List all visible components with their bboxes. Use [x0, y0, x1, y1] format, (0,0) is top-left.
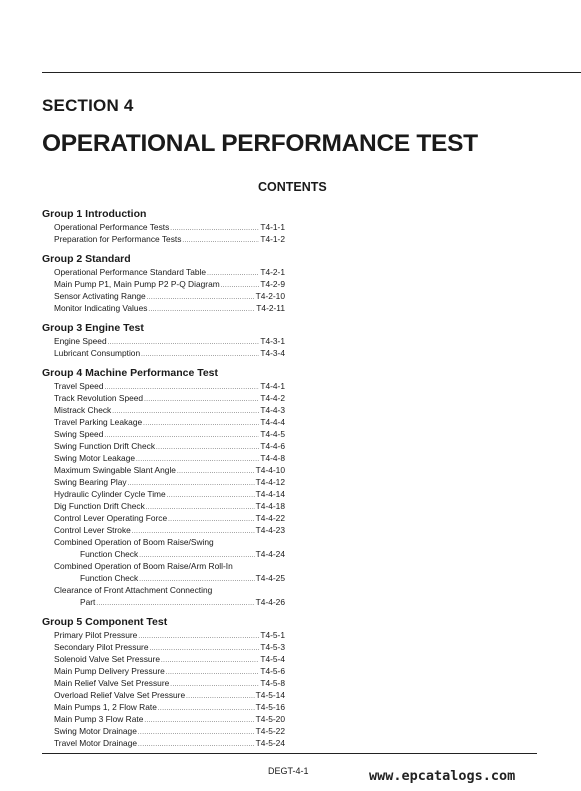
dot-leader	[166, 667, 260, 679]
toc-entry-label: Part	[80, 597, 96, 607]
toc-entry[interactable]	[42, 335, 285, 347]
toc-entry-page: T4-5-24	[255, 738, 285, 748]
dot-leader	[158, 703, 255, 715]
toc-entry[interactable]	[42, 464, 285, 476]
toc-entry[interactable]	[42, 392, 285, 404]
toc-entry-label: Main Pumps 1, 2 Flow Rate	[54, 702, 157, 712]
toc-entry-label: Mistrack Check	[54, 405, 112, 415]
dot-leader	[156, 442, 259, 454]
toc-entry[interactable]	[42, 737, 285, 749]
toc-entry-label: Track Revolution Speed	[54, 393, 144, 403]
toc-entry-label: Dig Function Drift Check	[54, 501, 145, 511]
toc-entry[interactable]	[42, 428, 285, 440]
toc-entry-label: Hydraulic Cylinder Cycle Time	[54, 489, 166, 499]
toc-entry-page: T4-4-25	[255, 573, 285, 583]
toc-entry[interactable]	[42, 500, 285, 512]
toc-entry[interactable]	[42, 653, 285, 665]
dot-leader	[186, 691, 255, 703]
toc-entry-page: T4-4-10	[255, 465, 285, 475]
toc-entry[interactable]	[42, 488, 285, 500]
toc-entry[interactable]	[42, 629, 285, 641]
toc-entry[interactable]	[42, 233, 285, 245]
toc-entry-label: Secondary Pilot Pressure	[54, 642, 149, 652]
toc-entry-label: Combined Operation of Boom Raise/Swing	[54, 537, 214, 547]
toc-entry-label: Clearance of Front Attachment Connecting	[54, 585, 213, 595]
toc-entry[interactable]	[42, 665, 285, 677]
group-title: Group 5 Component Test	[42, 616, 168, 628]
toc-entry-label: Main Pump P1, Main Pump P2 P-Q Diagram	[54, 279, 220, 289]
section-label: SECTION 4	[42, 96, 134, 115]
dot-leader	[177, 466, 255, 478]
watermark: www.epcatalogs.com	[369, 768, 516, 784]
toc-entry-label: Primary Pilot Pressure	[54, 630, 138, 640]
toc-entry-label: Control Lever Operating Force	[54, 513, 168, 523]
toc-entry-label: Preparation for Performance Tests	[54, 234, 182, 244]
toc-entry-label: Swing Speed	[54, 429, 104, 439]
toc-entry-label: Swing Motor Drainage	[54, 726, 137, 736]
toc-entry[interactable]	[42, 380, 285, 392]
toc-entry[interactable]	[42, 725, 285, 737]
toc-entry[interactable]	[42, 689, 285, 701]
toc-entry-label: Overload Relief Valve Set Pressure	[54, 690, 186, 700]
toc-entry-page: T4-4-8	[260, 453, 285, 463]
toc-entry-page: T4-4-23	[255, 525, 285, 535]
toc-entry[interactable]	[42, 512, 285, 524]
toc-entry[interactable]	[42, 440, 285, 452]
toc-entry[interactable]	[42, 713, 285, 725]
page-number: DEGT-4-1	[268, 766, 309, 776]
toc-entry-page: T4-2-10	[255, 291, 285, 301]
toc-entry-label: Travel Speed	[54, 381, 104, 391]
group-title: Group 3 Engine Test	[42, 322, 144, 334]
toc-entry-label: Function Check	[80, 549, 139, 559]
toc-entry-page: T4-5-3	[260, 642, 285, 652]
toc-entry-page: T4-3-1	[260, 336, 285, 346]
toc-entry-page: T4-1-1	[260, 222, 285, 232]
toc-entry[interactable]	[42, 404, 285, 416]
toc-entry[interactable]	[42, 416, 285, 428]
toc-entry-page: T4-5-14	[255, 690, 285, 700]
toc-entry[interactable]	[42, 476, 285, 488]
dot-leader	[182, 235, 259, 247]
toc-entry-label: Operational Performance Standard Table	[54, 267, 207, 277]
toc-entry-label: Control Lever Stroke	[54, 525, 131, 535]
toc-entry-page: T4-2-11	[256, 303, 285, 313]
toc-entry-page: T4-4-22	[255, 513, 285, 523]
group-title: Group 2 Standard	[42, 253, 131, 265]
toc-entry[interactable]	[42, 584, 285, 608]
footer-rule	[42, 753, 537, 754]
toc-entry-page: T4-4-6	[260, 441, 285, 451]
dot-leader	[138, 739, 255, 751]
toc-entry-page: T4-5-6	[260, 666, 285, 676]
toc-entry-page: T4-5-22	[255, 726, 285, 736]
toc-entry-page: T4-3-4	[260, 348, 285, 358]
group-title: Group 4 Machine Performance Test	[42, 367, 219, 379]
toc-entry-page: T4-4-24	[255, 549, 285, 559]
toc-entry-label: Sensor Activating Range	[54, 291, 146, 301]
dot-leader	[170, 223, 259, 235]
toc-entry-label: Swing Bearing Play	[54, 477, 127, 487]
toc-entry[interactable]	[42, 560, 285, 584]
toc-entry-label: Maximum Swingable Slant Angle	[54, 465, 176, 475]
toc-entry-label: Lubricant Consumption	[54, 348, 141, 358]
toc-entry[interactable]	[42, 452, 285, 464]
toc-entry-label: Main Relief Valve Set Pressure	[54, 678, 170, 688]
dot-leader	[138, 631, 259, 643]
toc-entry-label: Function Check	[80, 573, 139, 583]
table-of-contents	[42, 207, 285, 749]
toc-entry-label: Engine Speed	[54, 336, 107, 346]
toc-entry-page: T4-4-12	[255, 477, 285, 487]
toc-entry-page: T4-4-4	[260, 417, 285, 427]
document-title: OPERATIONAL PERFORMANCE TEST	[42, 130, 478, 157]
toc-entry-label: Monitor Indicating Values	[54, 303, 148, 313]
toc-entry[interactable]	[42, 677, 285, 689]
dot-leader	[167, 490, 255, 502]
dot-leader	[148, 304, 255, 316]
toc-entry[interactable]	[42, 302, 285, 314]
dot-leader	[150, 643, 260, 655]
dot-leader	[144, 394, 259, 406]
toc-entry-page: T4-4-2	[260, 393, 285, 403]
toc-entry-page: T4-4-1	[260, 381, 285, 391]
contents-heading: CONTENTS	[258, 180, 327, 194]
toc-entry-label: Solenoid Valve Set Pressure	[54, 654, 160, 664]
toc-entry[interactable]	[42, 701, 285, 713]
toc-entry-page: T4-5-20	[255, 714, 285, 724]
toc-entry[interactable]	[42, 641, 285, 653]
toc-entry-page: T4-4-26	[255, 597, 285, 607]
toc-entry-page: T4-4-18	[255, 501, 285, 511]
toc-entry-label: Travel Motor Drainage	[54, 738, 138, 748]
dot-leader	[221, 280, 260, 292]
toc-entry-label: Main Pump Delivery Pressure	[54, 666, 165, 676]
toc-entry[interactable]	[42, 536, 285, 560]
toc-entry[interactable]	[42, 290, 285, 302]
toc-entry-page: T4-2-9	[260, 279, 285, 289]
dot-leader	[147, 292, 255, 304]
toc-entry-page: T4-5-4	[260, 654, 285, 664]
toc-entry-page: T4-4-3	[260, 405, 285, 415]
toc-entry-page: T4-2-1	[260, 267, 285, 277]
toc-entry-page: T4-1-2	[260, 234, 285, 244]
toc-entry[interactable]	[42, 278, 285, 290]
dot-leader	[96, 598, 254, 610]
toc-entry-page: T4-4-14	[255, 489, 285, 499]
toc-entry-page: T4-5-1	[260, 630, 285, 640]
toc-entry-label: Travel Parking Leakage	[54, 417, 143, 427]
dot-leader	[143, 418, 259, 430]
toc-entry-label: Combined Operation of Boom Raise/Arm Roll-In	[54, 561, 233, 571]
toc-entry-label: Swing Motor Leakage	[54, 453, 136, 463]
toc-entry-page: T4-5-8	[260, 678, 285, 688]
header-rule	[42, 72, 581, 73]
toc-entry[interactable]	[42, 524, 285, 536]
dot-leader	[144, 715, 254, 727]
toc-entry-page: T4-5-16	[255, 702, 285, 712]
toc-entry[interactable]	[42, 347, 285, 359]
dot-leader	[161, 655, 259, 667]
dot-leader	[138, 727, 255, 739]
dot-leader	[141, 349, 259, 361]
toc-entry[interactable]	[42, 266, 285, 278]
toc-entry-page: T4-4-5	[260, 429, 285, 439]
toc-entry-label: Main Pump 3 Flow Rate	[54, 714, 144, 724]
toc-entry-label: Swing Function Drift Check	[54, 441, 156, 451]
group-title: Group 1 Introduction	[42, 208, 147, 220]
toc-entry[interactable]	[42, 221, 285, 233]
dot-leader	[168, 514, 255, 526]
toc-entry-label: Operational Performance Tests	[54, 222, 170, 232]
